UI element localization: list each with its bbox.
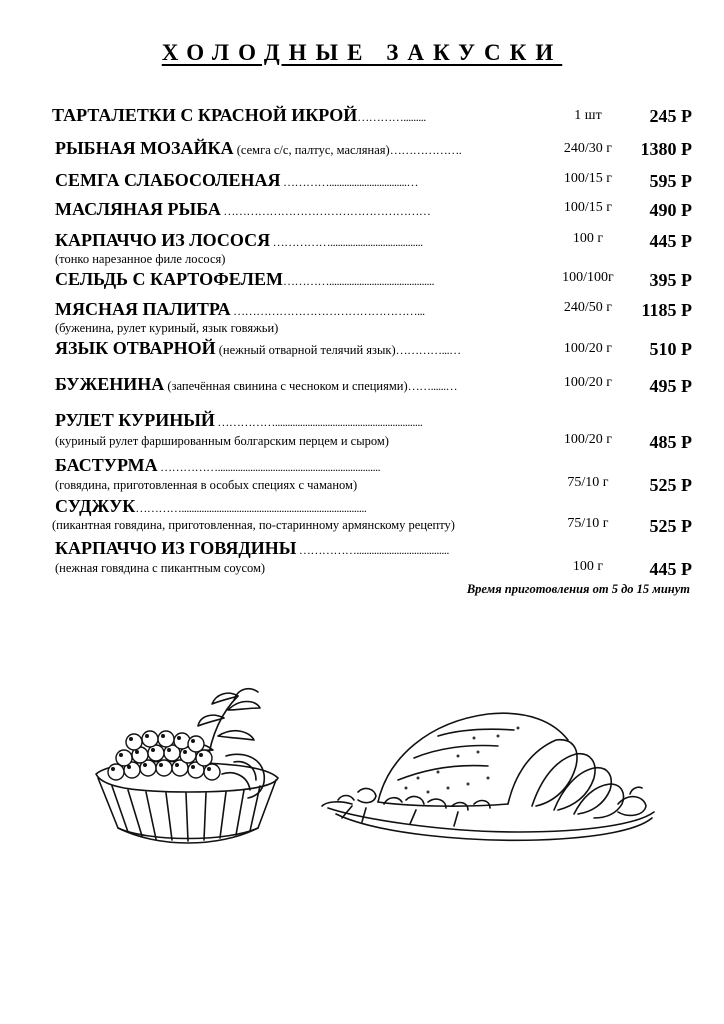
leader-dots: …………..........................................	[282, 274, 434, 288]
item-weight: 100/15 г	[563, 171, 613, 186]
item-name: МЯСНАЯ ПАЛИТРА	[55, 299, 231, 319]
leader-dots: ………………………………………………	[220, 204, 431, 218]
leader-dots: …………...............................…	[280, 175, 418, 189]
leader-dots: …………...…	[395, 343, 461, 357]
item-weight: 100/20 г	[563, 432, 613, 447]
item-name: СЕЛЬДЬ С КАРТОФЕЛЕМ	[55, 269, 283, 289]
preparation-time-note: Время приготовления от 5 до 15 минут	[466, 582, 690, 596]
item-price: 445 Р	[649, 231, 692, 251]
menu-item	[0, 538, 724, 578]
item-name: СЕМГА СЛАБОСОЛЕНАЯ	[55, 170, 281, 190]
menu-item	[0, 374, 724, 414]
item-price: 1380 Р	[640, 139, 692, 159]
item-description: (нежная говядина с пикантным соусом)	[55, 561, 266, 575]
menu-item	[0, 299, 724, 339]
item-name-line	[55, 338, 535, 359]
item-description: (говядина, приготовленная в особых специях с чаманом)	[55, 478, 358, 492]
item-weight: 100/20 г	[563, 341, 613, 356]
item-name-line	[55, 170, 525, 191]
leader-dots: ………….........	[357, 110, 426, 124]
item-name: СУДЖУК	[55, 496, 136, 516]
item-name-line	[55, 199, 525, 220]
item-description: (буженина, рулет куриный, язык говяжьи)	[55, 321, 279, 335]
item-name: КАРПАЧЧО ИЗ ЛОСОСЯ	[55, 230, 271, 250]
item-name: РУЛЕТ КУРИНЫЙ	[55, 410, 215, 430]
item-price: 495 Р	[649, 376, 692, 396]
item-name-line	[55, 138, 535, 159]
leader-dots: …………….....................................	[270, 235, 423, 249]
item-weight: 240/30 г	[563, 141, 613, 156]
item-weight: 75/10 г	[567, 475, 609, 490]
item-description: (куриный рулет фаршированным болгарским перцем и сыром)	[55, 434, 389, 448]
item-price: 490 Р	[649, 200, 692, 220]
menu-item	[0, 496, 724, 536]
item-price: 595 Р	[649, 171, 692, 191]
item-price: 245 Р	[649, 106, 692, 126]
menu-item	[0, 455, 724, 495]
item-name: РЫБНАЯ МОЗАЙКА	[55, 138, 234, 158]
item-description: (пикантная говядина, приготовленная, по-старинному армянскому рецепту)	[52, 518, 455, 532]
item-name-line	[55, 538, 525, 559]
leader-dots: …………….....................................	[296, 543, 449, 557]
item-description: (тонко нарезанное филе лосося)	[55, 252, 226, 266]
roast-meat-platter-illustration	[318, 708, 668, 848]
item-name: БАСТУРМА	[55, 455, 158, 475]
item-weight: 100/100г	[562, 270, 614, 285]
item-name: КАРПАЧЧО ИЗ ГОВЯДИНЫ	[55, 538, 297, 558]
item-name-line	[55, 230, 525, 251]
item-weight: 100 г	[572, 559, 604, 574]
leader-dots: …………..........................................................................	[135, 501, 367, 515]
item-price: 445 Р	[649, 559, 692, 579]
item-name-line	[55, 374, 535, 395]
leader-dots: ……......…	[407, 379, 458, 393]
menu-item	[0, 338, 724, 378]
item-weight: 100 г	[572, 231, 604, 246]
item-name-line	[55, 410, 525, 431]
menu-item	[0, 230, 724, 270]
leader-dots: ……………...........................................................	[214, 415, 423, 429]
page-title: ХОЛОДНЫЕ ЗАКУСКИ	[161, 40, 563, 65]
item-name: МАСЛЯНАЯ РЫБА	[55, 199, 221, 219]
item-price: 525 Р	[649, 516, 692, 536]
item-weight: 240/50 г	[563, 300, 613, 315]
item-price: 485 Р	[649, 432, 692, 452]
item-name: ТАРТАЛЕТКИ С КРАСНОЙ ИКРОЙ	[52, 105, 358, 125]
leader-dots: …………….................................................................	[157, 460, 381, 474]
item-inline-description: (запечённая свинина с чесноком и специями)	[164, 379, 408, 393]
item-name-line	[55, 299, 525, 320]
item-name-line	[55, 269, 525, 290]
item-name: ЯЗЫК ОТВАРНОЙ	[55, 338, 216, 358]
leader-dots: …………………………………………...	[230, 304, 425, 318]
item-weight: 100/20 г	[563, 375, 613, 390]
leader-dots: ……………….	[389, 143, 462, 157]
item-inline-description: (нежный отварной телячий язык)	[215, 343, 396, 357]
menu-item	[0, 410, 724, 450]
item-name: БУЖЕНИНА	[55, 374, 165, 394]
item-price: 395 Р	[649, 270, 692, 290]
item-inline-description: (семга с/с, палтус, масляная)	[233, 143, 390, 157]
item-price: 525 Р	[649, 475, 692, 495]
item-name-line	[55, 496, 525, 517]
item-weight: 100/15 г	[563, 200, 613, 215]
item-weight: 75/10 г	[567, 516, 609, 531]
item-price: 510 Р	[649, 339, 692, 359]
tartlet-illustration	[88, 678, 288, 850]
item-name-line	[55, 455, 525, 476]
item-weight: 1 шт	[574, 108, 602, 123]
item-name-line	[52, 105, 522, 126]
item-price: 1185 Р	[641, 300, 692, 320]
